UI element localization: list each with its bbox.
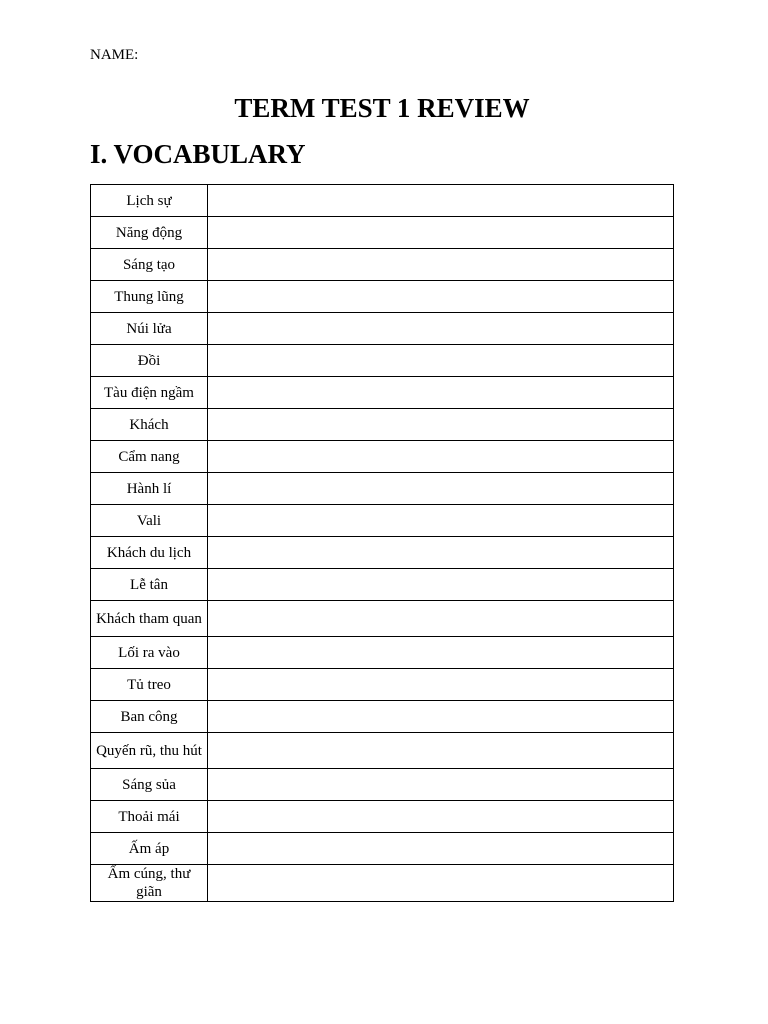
table-row [91, 601, 674, 637]
table-row [91, 473, 674, 505]
answer-cell[interactable] [208, 701, 674, 733]
answer-cell[interactable] [208, 733, 674, 769]
table-row [91, 833, 674, 865]
term-cell: Lễ tân [91, 569, 208, 601]
answer-cell[interactable] [208, 769, 674, 801]
answer-cell[interactable] [208, 569, 674, 601]
term-cell: Thung lũng [91, 281, 208, 313]
term-cell: Thoải mái [91, 801, 208, 833]
term-cell: Khách du lịch [91, 537, 208, 569]
answer-cell[interactable] [208, 801, 674, 833]
answer-cell[interactable] [208, 313, 674, 345]
answer-cell[interactable] [208, 669, 674, 701]
table-row [91, 569, 674, 601]
term-cell: Tủ treo [91, 669, 208, 701]
term-cell: Vali [91, 505, 208, 537]
section-heading: I. VOCABULARY [90, 139, 306, 169]
term-cell: Ấm cúng, thư giãn [91, 865, 208, 902]
answer-cell[interactable] [208, 281, 674, 313]
term-cell: Khách [91, 409, 208, 441]
term-cell: Sáng tạo [91, 249, 208, 281]
answer-cell[interactable] [208, 249, 674, 281]
table-row [91, 313, 674, 345]
answer-cell[interactable] [208, 865, 674, 902]
term-cell: Hành lí [91, 473, 208, 505]
table-row [91, 345, 674, 377]
answer-cell[interactable] [208, 637, 674, 669]
term-cell: Lịch sự [91, 185, 208, 217]
term-cell: Núi lửa [91, 313, 208, 345]
vocabulary-table [90, 184, 674, 902]
table-row [91, 505, 674, 537]
name-label: NAME: [90, 47, 139, 63]
table-row [91, 281, 674, 313]
answer-cell[interactable] [208, 537, 674, 569]
table-row [91, 865, 674, 902]
term-cell: Sáng sủa [91, 769, 208, 801]
table-row [91, 377, 674, 409]
answer-cell[interactable] [208, 601, 674, 637]
term-cell: Khách tham quan [91, 601, 208, 637]
answer-cell[interactable] [208, 505, 674, 537]
table-row [91, 801, 674, 833]
term-cell: Cẩm nang [91, 441, 208, 473]
term-cell: Đồi [91, 345, 208, 377]
table-row [91, 733, 674, 769]
answer-cell[interactable] [208, 345, 674, 377]
answer-cell[interactable] [208, 409, 674, 441]
answer-cell[interactable] [208, 185, 674, 217]
table-row [91, 441, 674, 473]
table-row [91, 701, 674, 733]
table-row [91, 409, 674, 441]
term-cell: Ban công [91, 701, 208, 733]
page-title: TERM TEST 1 REVIEW [234, 93, 530, 123]
term-cell: Ấm áp [91, 833, 208, 865]
table-row [91, 669, 674, 701]
term-cell: Tàu điện ngầm [91, 377, 208, 409]
table-row [91, 249, 674, 281]
answer-cell[interactable] [208, 833, 674, 865]
table-row [91, 537, 674, 569]
answer-cell[interactable] [208, 441, 674, 473]
answer-cell[interactable] [208, 473, 674, 505]
table-row [91, 217, 674, 249]
term-cell: Lối ra vào [91, 637, 208, 669]
table-row [91, 185, 674, 217]
answer-cell[interactable] [208, 217, 674, 249]
term-cell: Quyến rũ, thu hút [91, 733, 208, 769]
answer-cell[interactable] [208, 377, 674, 409]
table-row [91, 637, 674, 669]
term-cell: Năng động [91, 217, 208, 249]
table-row [91, 769, 674, 801]
